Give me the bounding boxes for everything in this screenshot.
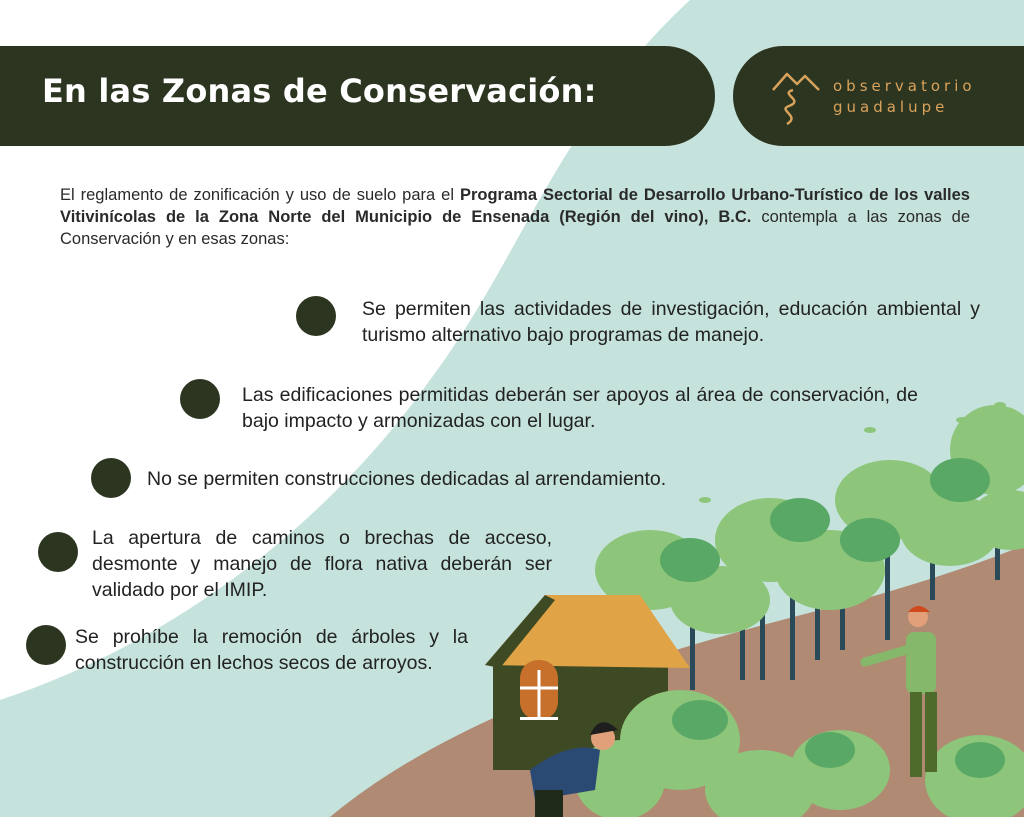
bullet-dot-1 [296,296,336,336]
intro-text-before: El reglamento de zonificación y uso de suelo para el [60,186,460,204]
logo-text [833,76,976,118]
page-title: En las Zonas de Conservación: [42,72,597,110]
bullet-dot-5 [26,625,66,665]
title-banner [0,46,715,146]
bullet-text-5: Se prohíbe la remoción de árboles y la construcción en lechos secos de arroyos. [75,626,468,674]
logo-line1: observatorio [833,77,976,95]
logo-badge [733,46,1024,146]
bullet-text-1: Se permiten las actividades de investigación, educación ambiental y turismo alternativo bajo programas de manejo. [362,298,980,346]
intro-text-after: contempla a las zonas de Conservación y en esas zonas: [60,208,971,248]
bullet-dot-4 [38,532,78,572]
intro-paragraph [60,184,970,250]
bullet-dot-3 [91,458,131,498]
intro-bold-program: Programa Sectorial de Desarrollo Urbano-Turístico de los valles Vitivinícolas de la Zona Norte del Municipio de Ensenada (Región del vino), B.C. [60,186,970,226]
logo-line2: guadalupe [833,98,949,116]
mountain-river-icon [771,68,821,126]
bullet-text-4: La apertura de caminos o brechas de acceso, desmonte y manejo de flora nativa deberán ser validado por el IMIP. [92,527,552,601]
bullet-text-3: No se permiten construcciones dedicadas al arrendamiento. [147,468,667,490]
bullet-dot-2 [180,379,220,419]
bullet-text-2: Las edificaciones permitidas deberán ser apoyos al área de conservación, de bajo impacto y armonizadas con el lugar. [242,384,918,432]
